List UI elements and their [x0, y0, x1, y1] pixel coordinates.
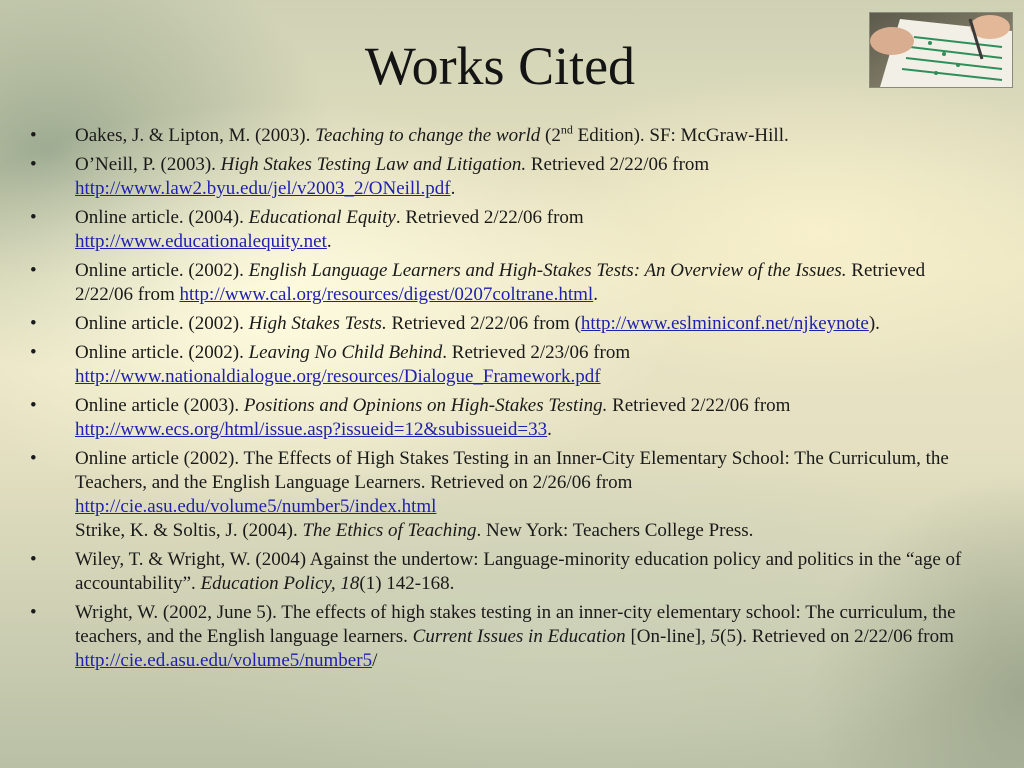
reference-text: ). — [868, 313, 880, 334]
reference-title: Positions and Opinions on High-Stakes Testing. — [243, 395, 608, 416]
reference-text: . — [450, 178, 456, 199]
bullet: • — [30, 154, 37, 175]
reference-text: Retrieved 2/22/06 from — [607, 395, 791, 416]
reference-text: Online article (2003). — [75, 395, 244, 416]
reference-title: Educational Equity — [248, 207, 396, 228]
bullet: • — [30, 602, 37, 623]
bullet: • — [30, 549, 37, 570]
reference-text: / — [372, 650, 378, 671]
works-cited-list — [30, 124, 980, 678]
reference-title: English Language Learners and High-Stakes Tests: An Overview of the Issues. — [248, 260, 847, 281]
bullet: • — [30, 342, 37, 363]
hand-writing-answer-sheet-image — [870, 13, 1012, 87]
reference-text: [On-line], — [625, 626, 711, 647]
reference-link[interactable]: http://www.law2.byu.edu/jel/v2003_2/ONeill.pdf — [75, 178, 451, 199]
reference-text: . Retrieved 2/22/06 from — [395, 207, 584, 228]
reference-link[interactable]: http://www.cal.org/resources/digest/0207coltrane.html — [179, 284, 594, 305]
reference-item — [30, 447, 980, 543]
reference-text: Online article. (2002). — [75, 313, 249, 334]
reference-title: High Stakes Tests. — [248, 313, 387, 334]
reference-item — [30, 312, 980, 336]
bullet: • — [30, 448, 37, 469]
bullet: • — [30, 395, 37, 416]
reference-item — [30, 341, 980, 389]
reference-text: Oakes, J. & Lipton, M. (2003). — [75, 125, 316, 146]
reference-title: High Stakes Testing Law and Litigation. — [220, 154, 527, 175]
reference-text: (5). Retrieved on 2/22/06 from — [720, 626, 954, 647]
reference-title: Education Policy, 18 — [200, 573, 360, 594]
reference-title: Teaching to change the world — [315, 125, 541, 146]
reference-item — [30, 548, 980, 596]
reference-text: . — [593, 284, 598, 305]
reference-continuation — [75, 519, 980, 543]
reference-text: Retrieved 2/22/06 from — [526, 154, 710, 175]
bullet: • — [30, 207, 37, 228]
reference-title: The Ethics of Teaching — [302, 520, 477, 541]
reference-item — [30, 394, 980, 442]
reference-link[interactable]: http://cie.ed.asu.edu/volume5/number5 — [75, 650, 373, 671]
reference-text: O’Neill, P. (2003). — [75, 154, 221, 175]
reference-text: . New York: Teachers College Press. — [476, 520, 754, 541]
reference-text: . — [547, 419, 552, 440]
reference-title: Current Issues in Education — [412, 626, 626, 647]
reference-item — [30, 124, 980, 148]
reference-link[interactable]: http://cie.asu.edu/volume5/number5/index.html — [75, 496, 437, 517]
reference-text: Online article. (2004). — [75, 207, 249, 228]
reference-link[interactable]: http://www.eslminiconf.net/njkeynote — [580, 313, 869, 334]
reference-text: Wright, W. (2002, June 5). The effects of high stakes testing in an inner-city elementary school: The curriculum, the teachers, and the English language learners. — [75, 602, 956, 647]
reference-link[interactable]: http://www.nationaldialogue.org/resources/Dialogue_Framework.pdf — [75, 366, 601, 387]
reference-text: Online article. (2002). — [75, 260, 249, 281]
reference-link[interactable]: http://www.educationalequity.net — [75, 231, 327, 252]
bullet: • — [30, 125, 37, 146]
reference-text: Online article. (2002). — [75, 342, 249, 363]
reference-text: . — [326, 231, 332, 252]
slide-title: Works Cited — [364, 36, 636, 96]
reference-text: Online article (2002). The Effects of High Stakes Testing in an Inner-City Elementary School: The Curriculum, the Teachers, and the English Language Learners. Retrieved on 2/26/06 from — [75, 448, 949, 493]
superscript: nd — [560, 122, 573, 137]
test-sheet-photo — [869, 12, 1013, 88]
reference-text: Strike, K. & Soltis, J. (2004). — [75, 520, 303, 541]
bullet: • — [30, 260, 37, 281]
reference-text: Edition). SF: McGraw-Hill. — [572, 125, 789, 146]
reference-item — [30, 259, 980, 307]
reference-text: Retrieved 2/22/06 from ( — [386, 313, 581, 334]
reference-item — [30, 153, 980, 201]
bullet: • — [30, 313, 37, 334]
reference-volume: 5 — [710, 626, 721, 647]
reference-text: Wiley, T. & Wright, W. (2004) Against the undertow: Language-minority education policy and politics in the “age of accountability”. — [75, 549, 962, 594]
reference-item — [30, 601, 980, 673]
reference-text: Retrieved 2/22/06 from — [75, 260, 926, 305]
reference-item — [30, 206, 980, 254]
reference-text: . Retrieved 2/23/06 from — [442, 342, 631, 363]
reference-link[interactable]: http://www.ecs.org/html/issue.asp?issueid=12&subissueid=33 — [75, 419, 548, 440]
reference-text: (2 — [540, 125, 561, 146]
reference-text: (1) 142-168. — [359, 573, 455, 594]
reference-title: Leaving No Child Behind — [248, 342, 443, 363]
